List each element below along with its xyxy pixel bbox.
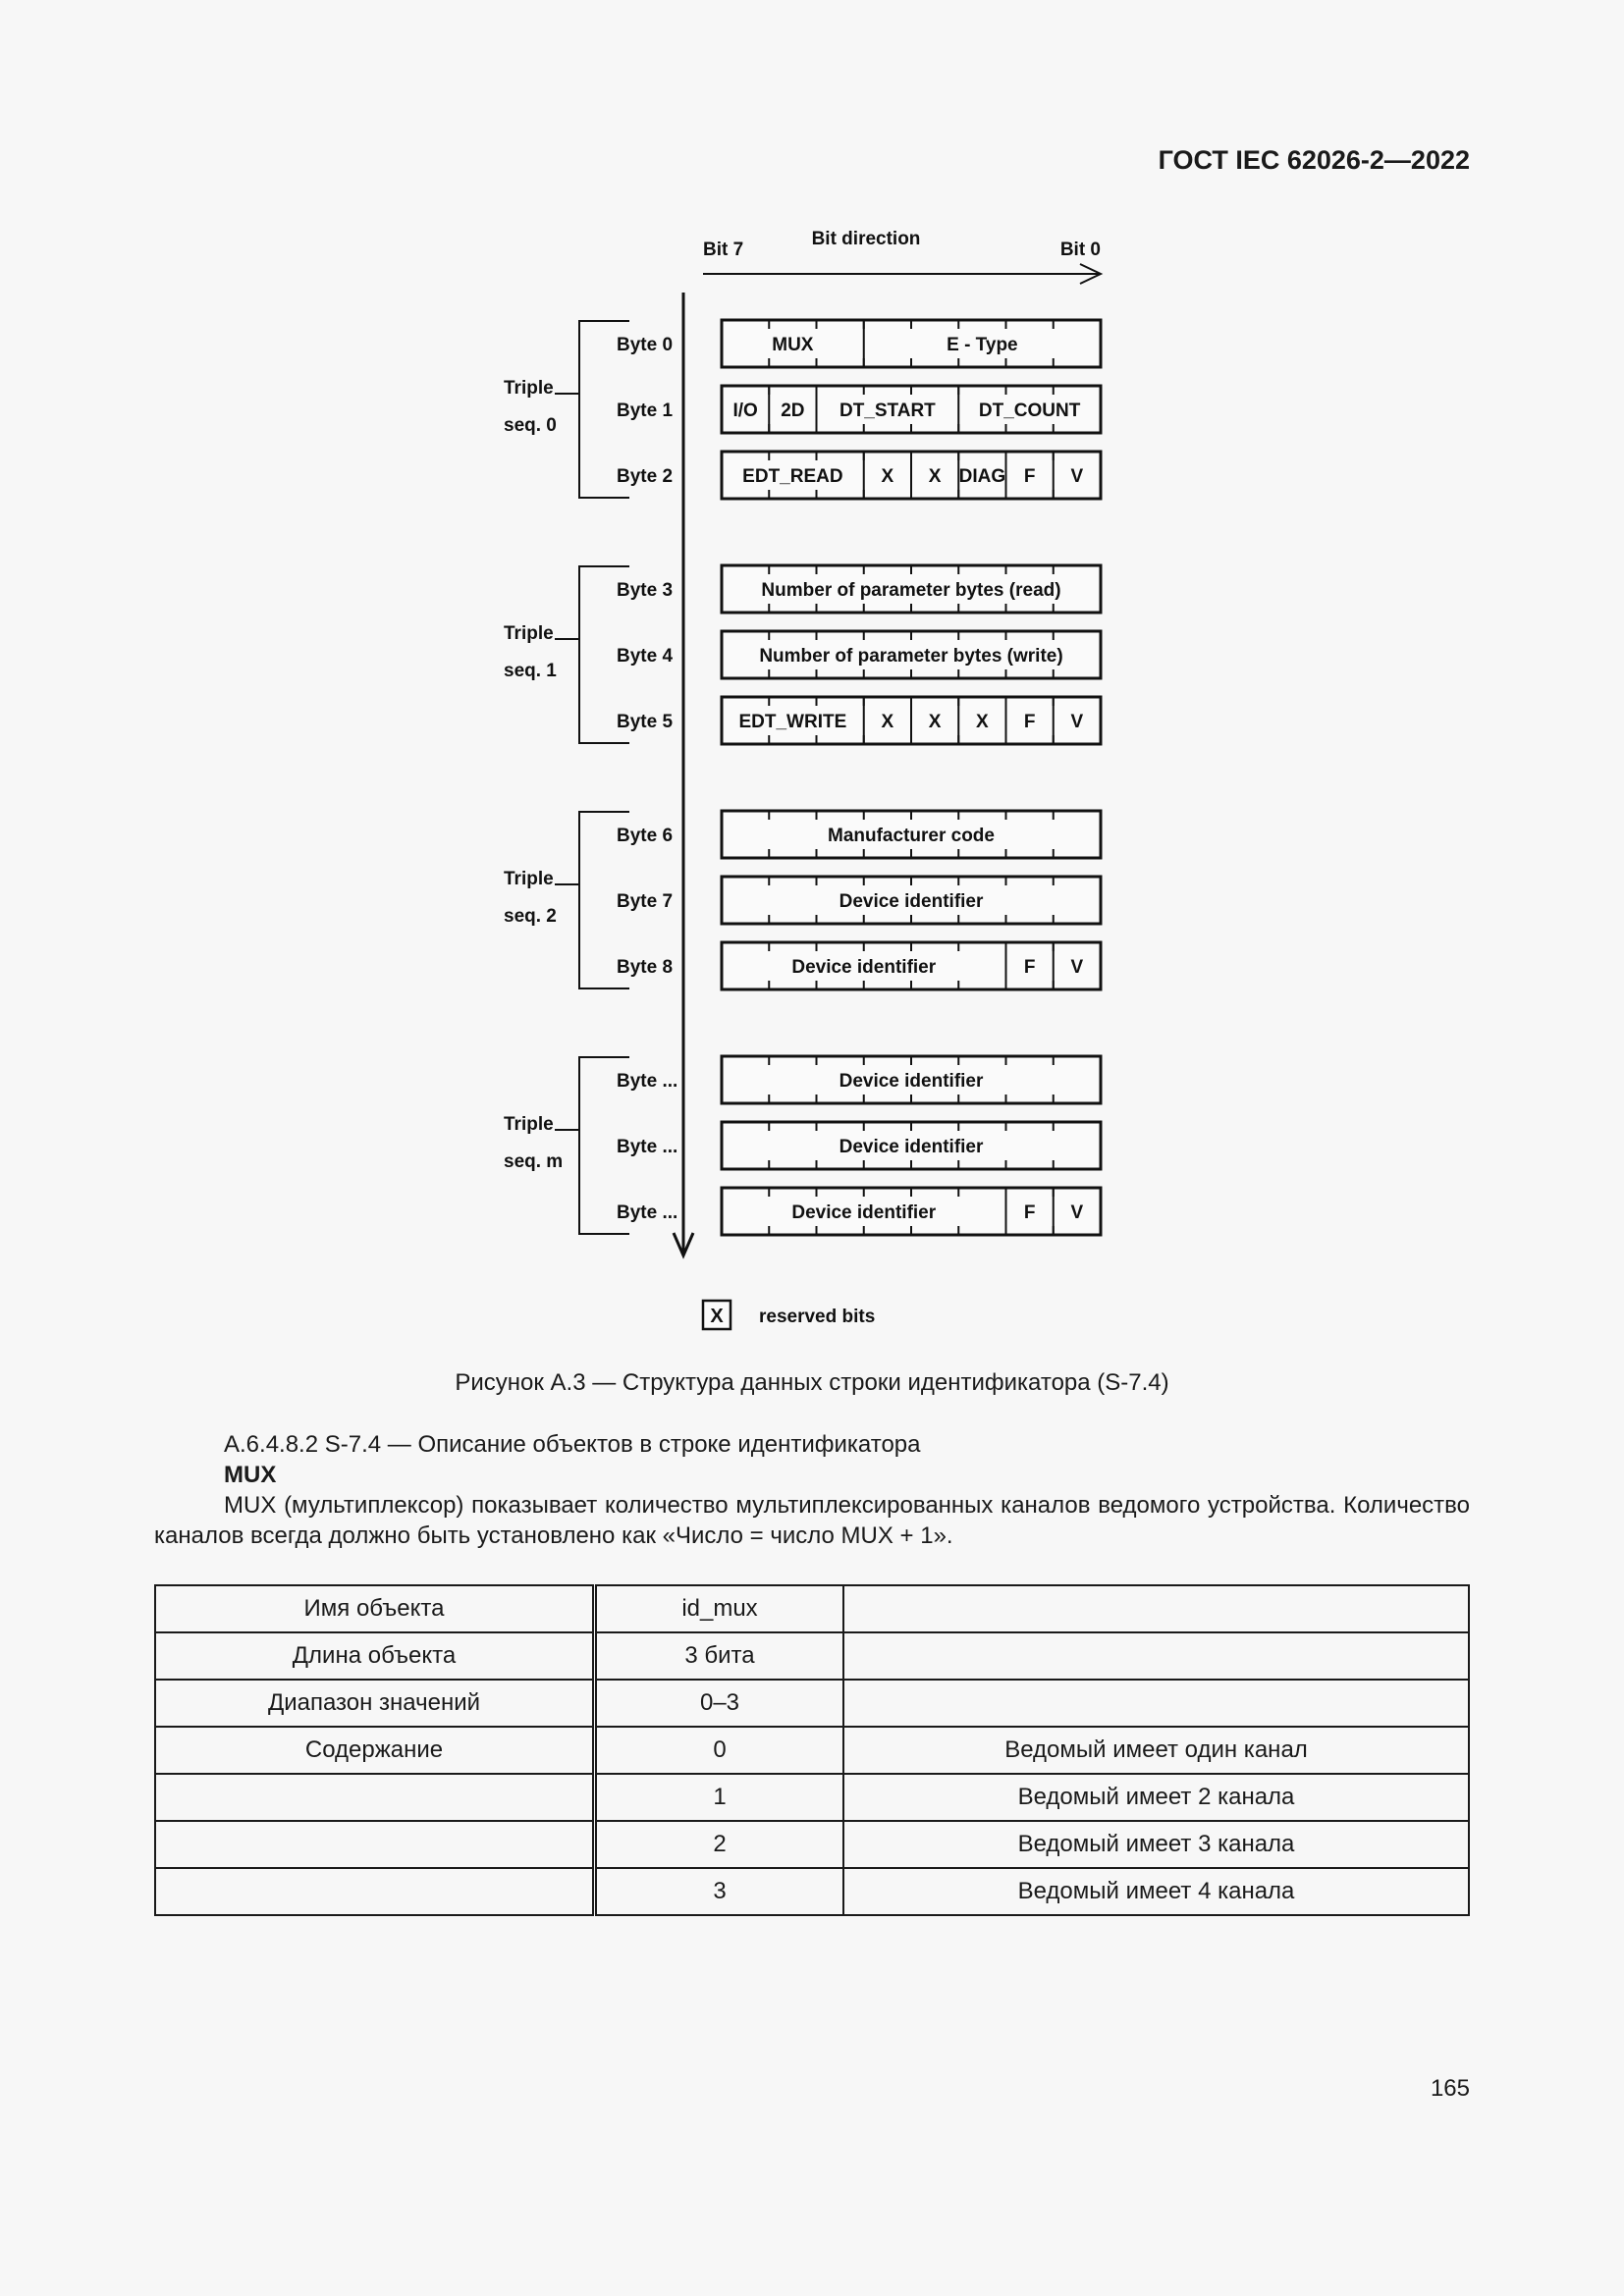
mux-object-table [154,1584,1470,1916]
group-label: Triple [504,623,554,644]
table-cell: 1 [595,1774,844,1821]
table-cell: 2 [595,1821,844,1868]
byte-field: X [881,466,894,487]
table-cell: 0 [595,1727,844,1774]
byte-field: F [1023,957,1036,978]
table-cell [155,1774,595,1821]
table-cell: Содержание [155,1727,595,1774]
byte-field: V [1070,957,1084,978]
byte-label: Byte 3 [617,580,674,601]
table-cell: Ведомый имеет 2 канала [843,1774,1469,1821]
byte-field: X [928,712,942,732]
byte-field: Number of parameter bytes (read) [761,580,1061,601]
byte-field: DT_START [839,400,936,421]
legend-text: reserved bits [759,1307,876,1327]
table-cell: Имя объекта [155,1585,595,1632]
table-cell [155,1821,595,1868]
table-row [155,1821,1469,1868]
byte-field: X [928,466,942,487]
byte-label: Byte 2 [617,466,674,487]
byte-field: I/O [732,400,758,421]
group-label: seq. 2 [504,906,557,927]
group-label: Triple [504,869,554,889]
bit-end-label: Bit 0 [1059,240,1101,260]
figure-caption: Рисунок А.3 — Структура данных строки идентификатора (S-7.4) [455,1369,1169,1396]
byte-field: MUX [772,335,814,355]
byte-label: Byte ... [617,1137,678,1157]
bit-direction-label: Bit direction [811,229,921,249]
byte-label: Byte 0 [617,335,674,355]
byte-field: Number of parameter bytes (write) [759,646,1063,667]
byte-field: EDT_READ [742,466,843,487]
table-cell: Ведомый имеет 4 канала [843,1868,1469,1915]
byte-field: Manufacturer code [828,826,995,846]
table-cell: Ведомый имеет 3 канала [843,1821,1469,1868]
table-cell [843,1632,1469,1680]
table-cell [843,1585,1469,1632]
byte-label: Byte 5 [617,712,674,732]
legend-symbol: X [710,1306,724,1327]
table-cell: id_mux [595,1585,844,1632]
table-cell: 0–3 [595,1680,844,1727]
table-cell: 3 бита [595,1632,844,1680]
table-cell [155,1868,595,1915]
byte-field: X [976,712,989,732]
table-row [155,1680,1469,1727]
byte-field: V [1070,712,1084,732]
bit-start-label: Bit 7 [703,240,744,260]
mux-description: MUX (мультиплексор) показывает количество мультиплексированных каналов ведомого устройства. Количество каналов всегда должно быть установлено как «Число = число MUX + 1». [154,1492,1470,1549]
group-label: seq. m [504,1151,564,1172]
standard-code: ГОСТ IEC 62026-2—2022 [1158,145,1470,175]
table-cell [843,1680,1469,1727]
byte-field: Device identifier [839,1071,984,1092]
byte-field: 2D [781,400,805,421]
byte-label: Byte 1 [617,400,674,421]
byte-field: DIAG [958,466,1006,487]
byte-field: Device identifier [839,891,984,912]
byte-label: Byte 6 [617,826,674,846]
byte-field: E - Type [947,335,1018,355]
byte-field: F [1023,466,1036,487]
table-row [155,1774,1469,1821]
byte-label: Byte 8 [617,957,674,978]
group-label: seq. 1 [504,661,557,681]
byte-field: EDT_WRITE [738,712,847,732]
byte-field: Device identifier [791,957,937,978]
byte-field: Device identifier [839,1137,984,1157]
table-cell: Длина объекта [155,1632,595,1680]
byte-field: F [1023,712,1036,732]
group-label: Triple [504,1114,554,1135]
section-heading: А.6.4.8.2 S-7.4 — Описание объектов в строке идентификатора [224,1431,921,1458]
group-label: seq. 0 [504,415,557,436]
byte-label: Byte 7 [617,891,674,912]
group-label: Triple [504,378,554,399]
byte-label: Byte ... [617,1202,678,1223]
byte-field: F [1023,1202,1036,1223]
byte-label: Byte ... [617,1071,678,1092]
table-row [155,1727,1469,1774]
table-cell: 3 [595,1868,844,1915]
table-row [155,1868,1469,1915]
byte-label: Byte 4 [617,646,674,667]
byte-field: Device identifier [791,1202,937,1223]
table-row [155,1632,1469,1680]
term-mux: MUX [224,1462,277,1488]
page-number: 165 [1430,2075,1470,2102]
table-cell: Ведомый имеет один канал [843,1727,1469,1774]
byte-field: V [1070,1202,1084,1223]
byte-field: DT_COUNT [978,400,1081,421]
byte-field: X [881,712,894,732]
byte-field: V [1070,466,1084,487]
table-row [155,1585,1469,1632]
table-cell: Диапазон значений [155,1680,595,1727]
